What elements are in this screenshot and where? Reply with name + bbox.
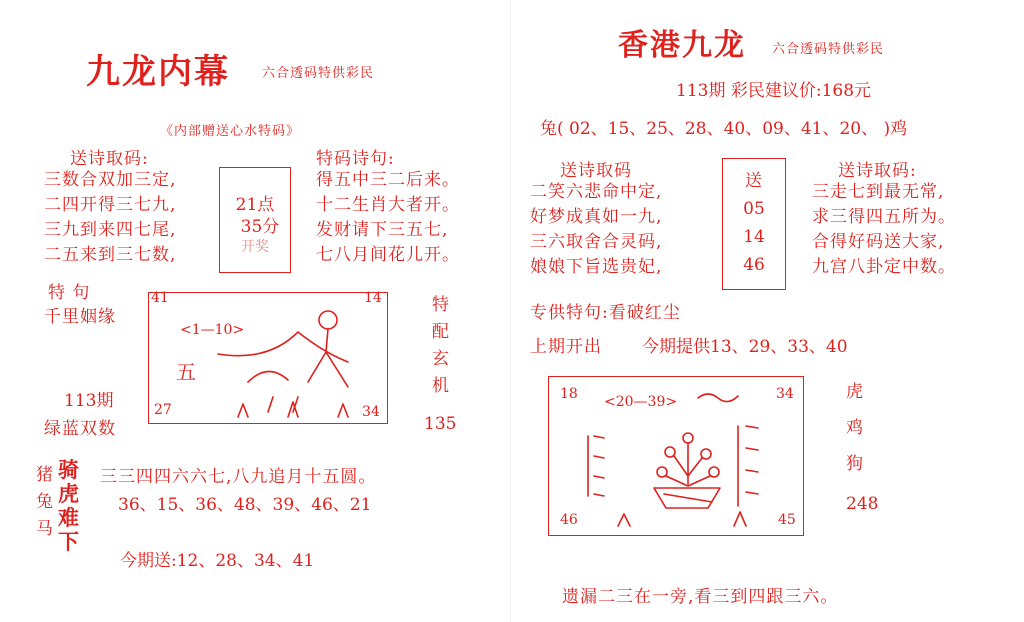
left-poem2-heading: 特码诗句:	[316, 149, 395, 169]
sketch-corner-tr: 14	[364, 290, 382, 306]
sketch-corner-br: 45	[778, 512, 796, 528]
sketch-dash	[622, 360, 644, 362]
draw-time-minute: 35分	[240, 217, 280, 237]
draw-time-box	[219, 167, 291, 273]
left-title-note: 六合透码特供彩民	[262, 66, 375, 81]
right-side-number: 248	[846, 494, 879, 514]
page-fold	[510, 0, 511, 622]
poem-line: 二笑六悲命中定,	[530, 182, 663, 202]
poem-line: 三数合双加三定,	[44, 170, 177, 190]
zodiac-char: 马	[36, 519, 54, 539]
side-char: 玄	[432, 349, 450, 369]
sketch-corner-br: 34	[362, 404, 380, 420]
poem-line: 二五来到三七数,	[44, 245, 177, 265]
zodiac-char: 下	[58, 529, 79, 554]
poem-line: 求三得四五所为。	[812, 207, 956, 227]
right-price-line: 113期 彩民建议价:168元	[676, 81, 872, 101]
sketch-corner-tl: 18	[560, 386, 578, 402]
left-issue-phrase: 绿蓝双数	[44, 419, 116, 439]
right-number-line: 兔( 02、15、25、28、40、09、41、20、 )鸡	[540, 119, 908, 139]
sketch-corner-bl: 27	[154, 402, 172, 418]
right-zodiac-vertical	[846, 374, 864, 482]
zodiac-char: 虎	[58, 481, 79, 506]
right-poem2-heading: 送诗取码:	[838, 161, 917, 181]
left-poem1	[44, 168, 176, 268]
side-char: 配	[432, 322, 450, 342]
zodiac-char: 鸡	[846, 418, 864, 438]
poem-line: 三六取舍合灵码,	[530, 232, 663, 252]
poem-line: 二四开得三七九,	[44, 195, 177, 215]
sketch-corner-bl: 46	[560, 512, 578, 528]
poem-line: 发财请下三五七,	[316, 220, 449, 240]
zodiac-char: 骑	[58, 457, 79, 482]
poem-line: 三走七到最无常,	[812, 182, 945, 202]
zodiac-column-2	[58, 458, 79, 554]
right-footer: 遗漏二三在一旁,看三到四跟三六。	[562, 587, 839, 607]
sketch-mark: 五	[176, 360, 197, 384]
sketch-range: <1—10>	[180, 322, 245, 338]
send-box-number: 14	[743, 227, 765, 247]
left-poem1-heading: 送诗取码:	[70, 149, 149, 169]
left-side-number: 135	[424, 414, 457, 434]
poem-line: 娘娘下旨选贵妃,	[530, 257, 663, 277]
poem-line: 九宫八卦定中数。	[812, 257, 956, 277]
right-poem2	[812, 180, 956, 280]
left-verse: 三三四四六六七,八九追月十五圆。	[100, 467, 377, 487]
side-char: 特	[432, 295, 450, 315]
poem-line: 好梦成真如一九,	[530, 207, 663, 227]
left-subtitle: 《内部赠送心水特码》	[160, 124, 301, 139]
side-vertical-text	[432, 292, 450, 400]
sketch-corner-tr: 34	[776, 386, 794, 402]
zodiac-char: 猪	[36, 465, 54, 485]
send-box	[722, 158, 786, 290]
send-box-number: 46	[743, 255, 765, 275]
poem-line: 十二生肖大者开。	[316, 195, 460, 215]
zodiac-column-1	[36, 462, 54, 543]
poem-line: 七八月间花儿开。	[316, 245, 460, 265]
zodiac-char: 难	[58, 505, 79, 530]
send-box-number: 05	[743, 199, 765, 219]
send-box-label: 送	[745, 171, 763, 191]
left-today-send: 今期送:12、28、34、41	[120, 551, 315, 571]
left-numbers: 36、15、36、48、39、46、21	[118, 495, 372, 515]
zodiac-char: 虎	[846, 382, 864, 402]
left-issue: 113期	[64, 391, 114, 411]
special-label: 特 句	[48, 283, 91, 303]
draw-time-hour: 21点	[235, 195, 275, 215]
left-title: 九龙内幕	[86, 52, 230, 92]
today-provide: 今期提供13、29、33、40	[642, 337, 848, 357]
left-poem2	[316, 168, 460, 268]
sketch-range: <20—39>	[604, 394, 678, 410]
zodiac-char: 狗	[846, 454, 864, 474]
right-poem1-heading: 送诗取码	[560, 161, 632, 181]
right-special-line: 专供特句:看破红尘	[530, 303, 681, 323]
poem-line: 合得好码送大家,	[812, 232, 945, 252]
poem-line: 得五中三二后来。	[316, 170, 460, 190]
poem-line: 三九到来四七尾,	[44, 220, 177, 240]
right-title-note: 六合透码特供彩民	[772, 42, 885, 57]
sketch-corner-tl: 41	[151, 290, 169, 306]
right-poem1	[530, 180, 662, 280]
right-sketch-drawing	[548, 376, 804, 536]
last-issue-label: 上期开出	[530, 337, 602, 357]
special-phrase: 千里姻缘	[44, 307, 116, 327]
zodiac-char: 兔	[36, 492, 54, 512]
right-title: 香港九龙	[618, 28, 746, 63]
left-sketch-drawing	[148, 292, 388, 422]
side-char: 机	[432, 376, 450, 396]
draw-time-label: 开奖	[241, 239, 269, 255]
